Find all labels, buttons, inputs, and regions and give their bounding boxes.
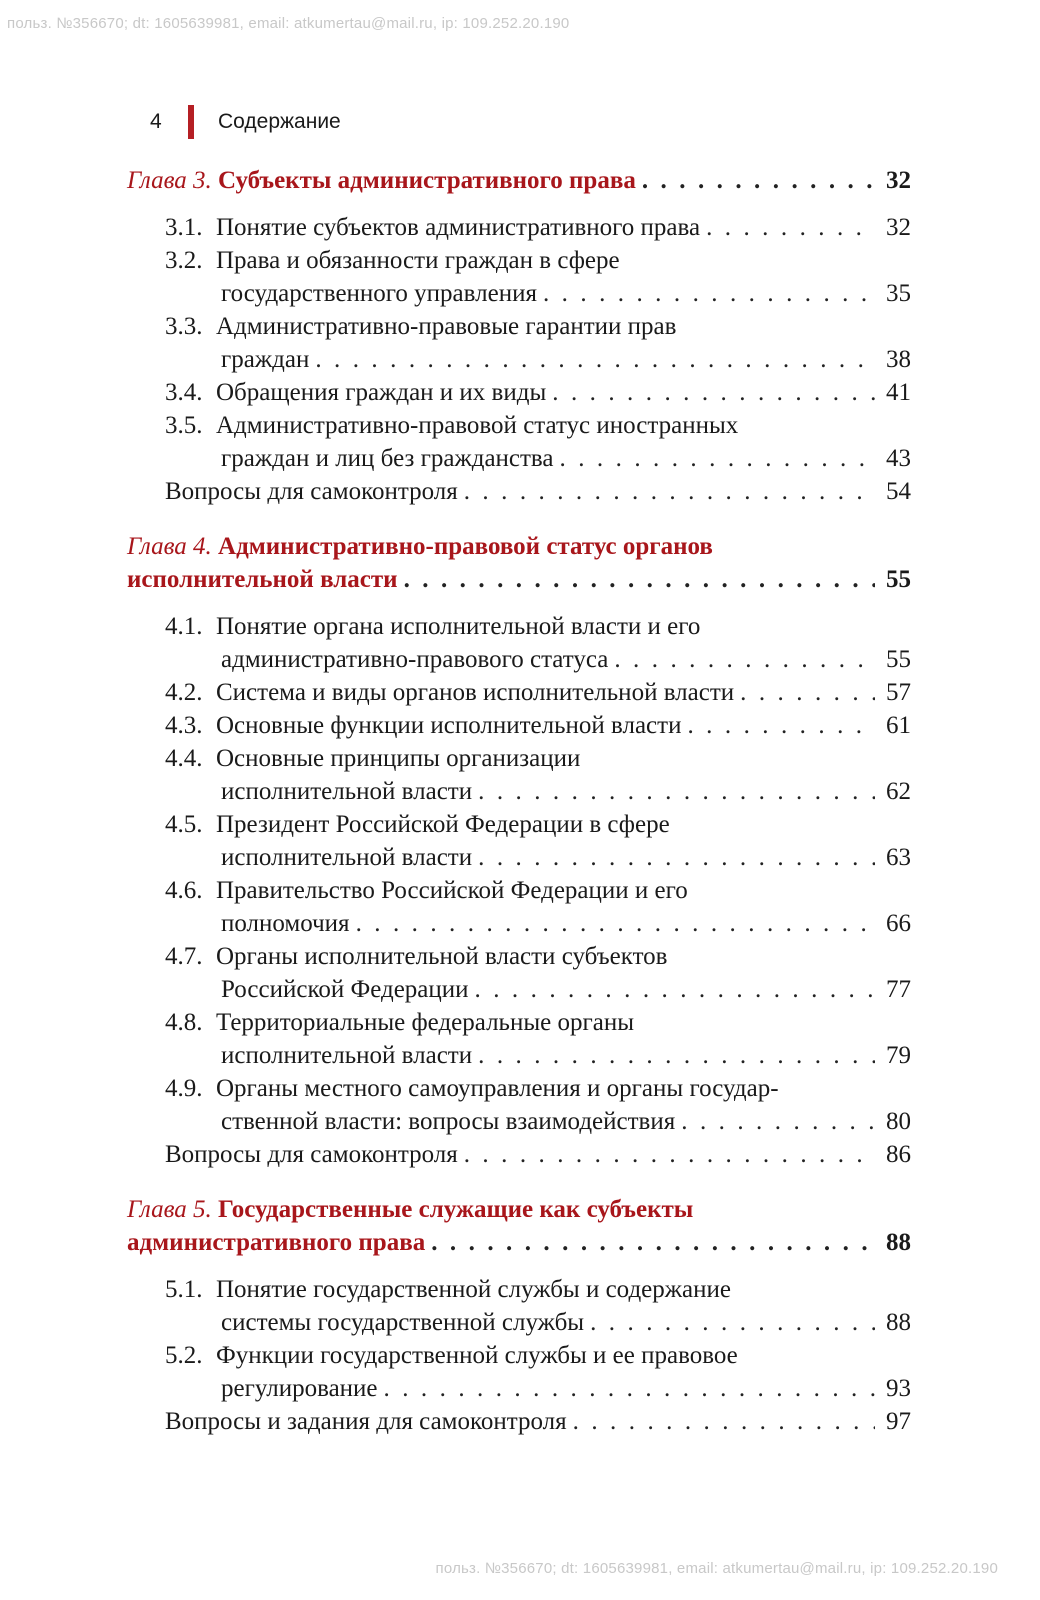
toc-entry-4-6[interactable] [127, 874, 911, 907]
toc-entry-5-2[interactable] [127, 1339, 911, 1372]
section-title-cont: граждан [221, 346, 310, 373]
toc-entry-4-7[interactable] [127, 940, 911, 973]
page-ref: 86 [886, 1141, 911, 1168]
section-title-cont: исполнительной власти [221, 844, 473, 871]
toc-entry-4-9[interactable] [127, 1072, 911, 1105]
page-ref: 57 [886, 679, 911, 706]
section-title: Органы исполнительной власти субъектов [216, 943, 668, 970]
questions-title: Вопросы и задания для самоконтроля [165, 1408, 567, 1435]
page-ref: 55 [886, 646, 911, 673]
questions-title: Вопросы для самоконтроля [165, 1141, 458, 1168]
section-title-cont: регулирование [221, 1375, 378, 1402]
chapter-number: Глава 4. [127, 533, 212, 560]
section-number: 5.1. [165, 1276, 203, 1303]
page-ref: 93 [886, 1375, 911, 1402]
section-number: 4.2. [165, 679, 203, 706]
section-title-cont: государственного управления [221, 280, 537, 307]
page-ref: 54 [886, 478, 911, 505]
running-head [150, 105, 341, 139]
section-title: Понятие органа исполнительной власти и его [216, 613, 701, 640]
section-title-cont: административно-правового статуса [221, 646, 609, 673]
toc-entry-4-8-cont[interactable] [127, 1039, 911, 1072]
section-title-cont: исполнительной власти [221, 778, 473, 805]
toc-entry-4-8[interactable] [127, 1006, 911, 1039]
chapter-title: Государственные служащие как субъекты [218, 1196, 694, 1223]
section-number: 3.3. [165, 313, 203, 340]
section-number: 4.9. [165, 1075, 203, 1102]
running-title: Содержание [218, 110, 341, 133]
chapter-5 [127, 1193, 911, 1438]
toc-entry-4-1-cont[interactable] [127, 643, 911, 676]
chapter-4 [127, 530, 911, 1171]
chapter-heading[interactable] [127, 1193, 911, 1226]
toc-entry-4-4[interactable] [127, 742, 911, 775]
dot-leader [706, 211, 875, 244]
chapter-3 [127, 164, 911, 508]
section-title-cont: системы государственной службы [221, 1309, 585, 1336]
toc-entry-3-3[interactable] [127, 310, 911, 343]
section-number: 3.4. [165, 379, 203, 406]
section-number: 4.7. [165, 943, 203, 970]
section-title: Основные принципы организации [216, 745, 581, 772]
chapter-title-cont: административного права [127, 1229, 426, 1256]
section-number: 4.5. [165, 811, 203, 838]
toc-entry-3-5[interactable] [127, 409, 911, 442]
toc-entry-3-5-cont[interactable] [127, 442, 911, 475]
section-number: 4.4. [165, 745, 203, 772]
section-number: 4.6. [165, 877, 203, 904]
dot-leader [384, 1372, 875, 1405]
dot-leader [475, 973, 875, 1006]
chapter-title: Административно-правовой статус органов [218, 533, 713, 560]
page-ref: 97 [886, 1408, 911, 1435]
toc-entry-3-4[interactable] [127, 376, 911, 409]
toc-entry-4-3[interactable] [127, 709, 911, 742]
section-title: Понятие государственной службы и содержание [216, 1276, 732, 1303]
toc-entry-questions-3[interactable] [127, 475, 911, 508]
dot-leader [478, 775, 875, 808]
dot-leader [687, 709, 875, 742]
page-ref: 55 [886, 566, 911, 593]
page-ref: 79 [886, 1042, 911, 1069]
dot-leader [464, 475, 875, 508]
section-title: Территориальные федеральные органы [216, 1009, 635, 1036]
section-title: Понятие субъектов административного права [216, 214, 701, 241]
toc-entry-questions-4[interactable] [127, 1138, 911, 1171]
dot-leader [590, 1306, 875, 1339]
toc-entry-4-2[interactable] [127, 676, 911, 709]
page-ref: 88 [886, 1229, 911, 1256]
dot-leader [552, 376, 875, 409]
dot-leader [315, 343, 875, 376]
chapter-number: Глава 5. [127, 1196, 212, 1223]
section-number: 5.2. [165, 1342, 203, 1369]
toc-entry-5-1[interactable] [127, 1273, 911, 1306]
dot-leader [573, 1405, 875, 1438]
dot-leader [681, 1105, 875, 1138]
toc-entry-3-1[interactable] [127, 211, 911, 244]
chapter-heading[interactable] [127, 530, 911, 563]
page-ref: 61 [886, 712, 911, 739]
dot-leader [543, 277, 875, 310]
dot-leader [478, 841, 875, 874]
dot-leader [740, 676, 875, 709]
dot-leader [356, 907, 875, 940]
section-title-cont: ственной власти: вопросы взаимодействия [221, 1108, 676, 1135]
watermark-top: польз. №356670; dt: 1605639981, email: atkumertau@mail.ru, ip: 109.252.20.190 [7, 15, 570, 32]
chapter-number: Глава 3. [127, 167, 212, 194]
chapter-title: Субъекты административного права [218, 167, 636, 194]
section-number: 3.5. [165, 412, 203, 439]
dot-leader [404, 563, 875, 596]
dot-leader [642, 164, 875, 197]
toc-entry-4-6-cont[interactable] [127, 907, 911, 940]
section-title: Правительство Российской Федерации и его [216, 877, 688, 904]
toc-entry-5-2-cont[interactable] [127, 1372, 911, 1405]
page-ref: 32 [886, 214, 911, 241]
page-ref: 77 [886, 976, 911, 1003]
dot-leader [614, 643, 875, 676]
toc-entry-4-7-cont[interactable] [127, 973, 911, 1006]
dot-leader [560, 442, 875, 475]
chapter-heading-cont[interactable] [127, 563, 911, 596]
toc-entry-4-5-cont[interactable] [127, 841, 911, 874]
section-title-cont: граждан и лиц без гражданства [221, 445, 554, 472]
page-ref: 80 [886, 1108, 911, 1135]
section-title: Президент Российской Федерации в сфере [216, 811, 670, 838]
header-rule [188, 105, 194, 139]
section-title: Административно-правовые гарантии прав [216, 313, 677, 340]
section-title: Функции государственной службы и ее правовое [216, 1342, 738, 1369]
section-number: 4.3. [165, 712, 203, 739]
toc-entry-5-1-cont[interactable] [127, 1306, 911, 1339]
dot-leader [478, 1039, 875, 1072]
toc-entry-4-9-cont[interactable] [127, 1105, 911, 1138]
page-ref: 63 [886, 844, 911, 871]
section-title: Органы местного самоуправления и органы государ- [216, 1075, 779, 1102]
chapter-heading-cont[interactable] [127, 1226, 911, 1259]
page-ref: 41 [886, 379, 911, 406]
section-title-cont: Российской Федерации [221, 976, 469, 1003]
section-number: 3.1. [165, 214, 203, 241]
toc-entry-3-2-cont[interactable] [127, 277, 911, 310]
page-ref: 43 [886, 445, 911, 472]
toc-entry-4-5[interactable] [127, 808, 911, 841]
page-ref: 38 [886, 346, 911, 373]
questions-title: Вопросы для самоконтроля [165, 478, 458, 505]
dot-leader [431, 1226, 875, 1259]
section-number: 4.1. [165, 613, 203, 640]
section-title-cont: полномочия [221, 910, 350, 937]
chapter-heading[interactable] [127, 164, 911, 197]
page-ref: 88 [886, 1309, 911, 1336]
watermark-bottom: польз. №356670; dt: 1605639981, email: atkumertau@mail.ru, ip: 109.252.20.190 [435, 1560, 998, 1577]
page-ref: 66 [886, 910, 911, 937]
chapter-title-cont: исполнительной власти [127, 566, 398, 593]
section-number: 3.2. [165, 247, 203, 274]
section-title: Права и обязанности граждан в сфере [216, 247, 620, 274]
page-ref: 32 [886, 167, 911, 194]
toc-entry-4-4-cont[interactable] [127, 775, 911, 808]
section-title: Основные функции исполнительной власти [216, 712, 682, 739]
section-title: Обращения граждан и их виды [216, 379, 547, 406]
toc-entry-questions-5[interactable] [127, 1405, 911, 1438]
toc-entry-3-2[interactable] [127, 244, 911, 277]
section-title: Административно-правовой статус иностранных [216, 412, 739, 439]
toc-entry-4-1[interactable] [127, 610, 911, 643]
dot-leader [464, 1138, 875, 1171]
page-number: 4 [150, 110, 162, 133]
table-of-contents [127, 164, 911, 1438]
page-ref: 62 [886, 778, 911, 805]
page-ref: 35 [886, 280, 911, 307]
section-title: Система и виды органов исполнительной власти [216, 679, 735, 706]
section-title-cont: исполнительной власти [221, 1042, 473, 1069]
toc-entry-3-3-cont[interactable] [127, 343, 911, 376]
section-number: 4.8. [165, 1009, 203, 1036]
